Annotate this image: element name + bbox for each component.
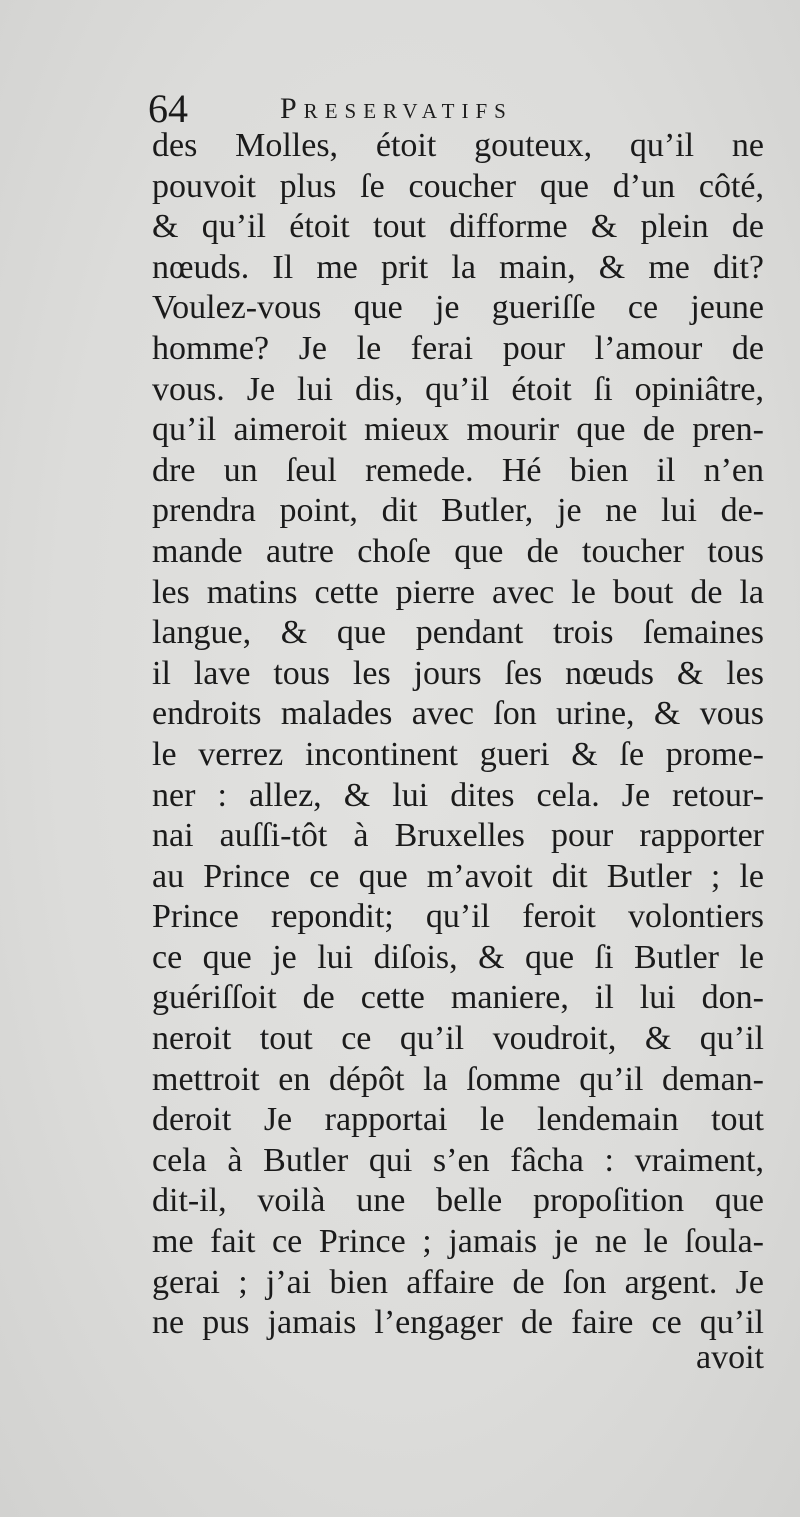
- running-title: Preservatifs: [280, 92, 513, 125]
- text-line: homme? Je le ferai pour l’amour de: [152, 329, 764, 367]
- text-line: mande autre choſe que de toucher tous: [152, 532, 764, 570]
- text-line: & qu’il étoit tout difforme & plein de: [152, 208, 764, 246]
- text-line: dit-il, voilà une belle propoſition que: [152, 1182, 764, 1220]
- text-line: les matins cette pierre avec le bout de la: [152, 573, 764, 611]
- text-line: au Prince ce que m’avoit dit Butler ; le: [152, 857, 764, 895]
- text-line: ner : allez, & lui dites cela. Je retour-: [152, 776, 764, 814]
- text-line: le verrez incontinent gueri & ſe prome-: [152, 735, 764, 773]
- text-line: me fait ce Prince ; jamais je ne le ſoula-: [152, 1223, 764, 1261]
- text-line: cela à Butler qui s’en fâcha : vraiment,: [152, 1141, 764, 1179]
- text-line: endroits malades avec ſon urine, & vous: [152, 695, 764, 733]
- text-line: deroit Je rapportai le lendemain tout: [152, 1101, 764, 1139]
- body-text: [152, 126, 764, 1344]
- text-line: prendra point, dit Butler, je ne lui de-: [152, 492, 764, 530]
- text-line: gerai ; j’ai bien affaire de ſon argent. Je: [152, 1263, 764, 1301]
- text-line: nai auſſi-tôt à Bruxelles pour rapporter: [152, 817, 764, 855]
- text-line: pouvoit plus ſe coucher que d’un côté,: [152, 167, 764, 205]
- text-line: guériſſoit de cette maniere, il lui don-: [152, 979, 764, 1017]
- page-number: 64: [148, 86, 188, 131]
- text-line: ce que je lui diſois, & que ſi Butler le: [152, 938, 764, 976]
- text-line: Prince repondit; qu’il feroit volontiers: [152, 898, 764, 936]
- text-line: des Molles, étoit gouteux, qu’il ne: [152, 127, 764, 164]
- text-line: nœuds. Il me prit la main, & me dit?: [152, 248, 764, 286]
- text-line: vous. Je lui dis, qu’il étoit ſi opiniâtre,: [152, 370, 764, 408]
- text-line: qu’il aimeroit mieux mourir que de pren-: [152, 411, 764, 449]
- text-line: langue, & que pendant trois ſemaines: [152, 614, 764, 652]
- text-line: neroit tout ce qu’il voudroit, & qu’il: [152, 1020, 764, 1058]
- text-line: Voulez-vous que je gueriſſe ce jeune: [152, 289, 764, 327]
- catchword: avoit: [696, 1339, 764, 1376]
- text-line: mettroit en dépôt la ſomme qu’il deman-: [152, 1060, 764, 1098]
- text-line: dre un ſeul remede. Hé bien il n’en: [152, 451, 764, 489]
- text-line: il lave tous les jours ſes nœuds & les: [152, 654, 764, 692]
- text-line: ne pus jamais l’engager de faire ce qu’il: [152, 1304, 764, 1342]
